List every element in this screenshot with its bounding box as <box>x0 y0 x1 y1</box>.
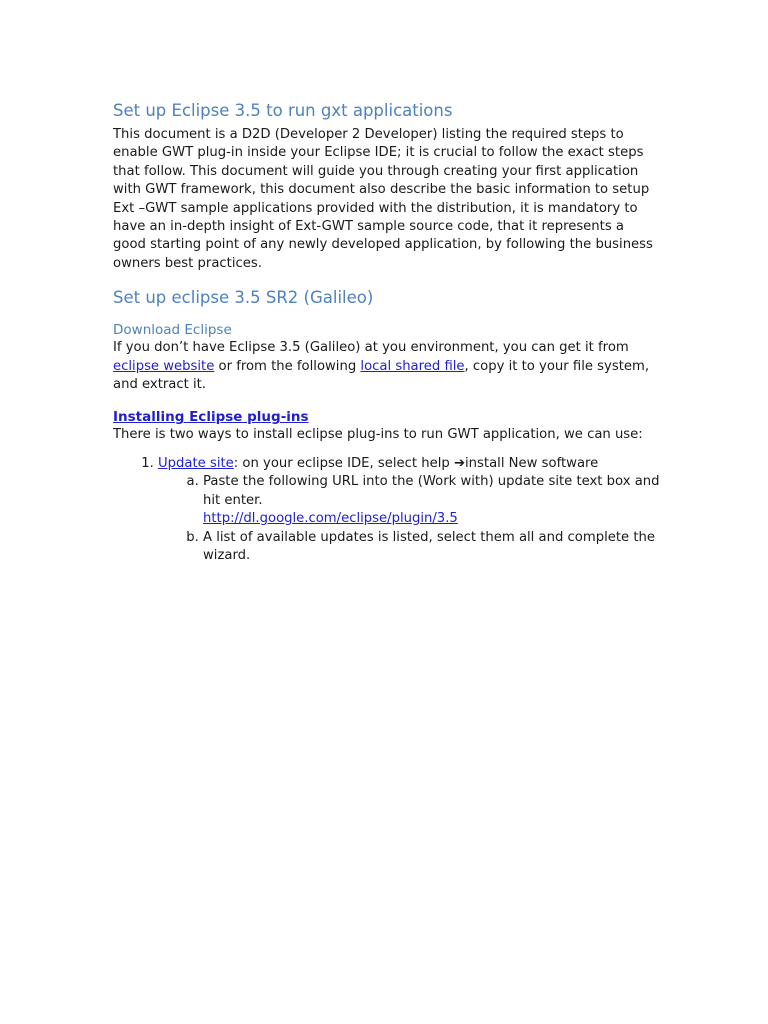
download-text-1: If you don’t have Eclipse 3.5 (Galileo) at you environment, you can get it from <box>113 340 629 356</box>
install-methods-list <box>113 455 661 565</box>
heading-main: Set up Eclipse 3.5 to run gxt applications <box>113 101 453 120</box>
download-text-2: or from the following <box>214 358 361 374</box>
update-steps-list <box>158 473 661 565</box>
item1-text: : on your eclipse IDE, select help <box>233 455 454 471</box>
update-site-link[interactable]: Update site <box>158 455 234 471</box>
list-item <box>158 455 661 565</box>
arrow-right-icon: ➔ <box>453 455 466 471</box>
sub-a-text: Paste the following URL into the (Work with) update site text box and hit enter. <box>203 474 660 508</box>
item1-text-2: install New software <box>465 455 599 471</box>
document-page <box>113 100 661 565</box>
plugin-url-link[interactable]: http://dl.google.com/eclipse/plugin/3.5 <box>203 511 458 527</box>
download-text-3: , copy it to your file system, and extract it. <box>113 358 650 393</box>
installing-plugins-link[interactable]: Installing Eclipse plug-ins <box>113 409 309 426</box>
heading-download: Download Eclipse <box>113 322 232 339</box>
list-item <box>203 473 661 528</box>
plugins-paragraph: There is two ways to install eclipse plug-ins to run GWT application, we can use: <box>113 427 643 443</box>
download-paragraph <box>113 339 661 394</box>
intro-paragraph: This document is a D2D (Developer 2 Developer) listing the required steps to enable GWT plug-in inside your Eclipse IDE; it is crucial to follow the exact steps that follow. This document will guide you through creating your first application with GWT framework, this document also describe the basic information to setup Ext –GWT sample applications provided with the distribution, it is mandatory to have an in-depth insight of Ext-GWT sample source code, that it represents a good starting point of any newly developed application, by following the business owners best practices. <box>113 127 653 271</box>
list-item: b. A list of available updates is listed, select them all and complete the wizard. <box>203 529 661 566</box>
heading-sr2: Set up eclipse 3.5 SR2 (Galileo) <box>113 288 374 308</box>
eclipse-website-link[interactable]: eclipse website <box>113 358 215 374</box>
local-shared-file-link[interactable]: local shared file <box>360 358 465 374</box>
